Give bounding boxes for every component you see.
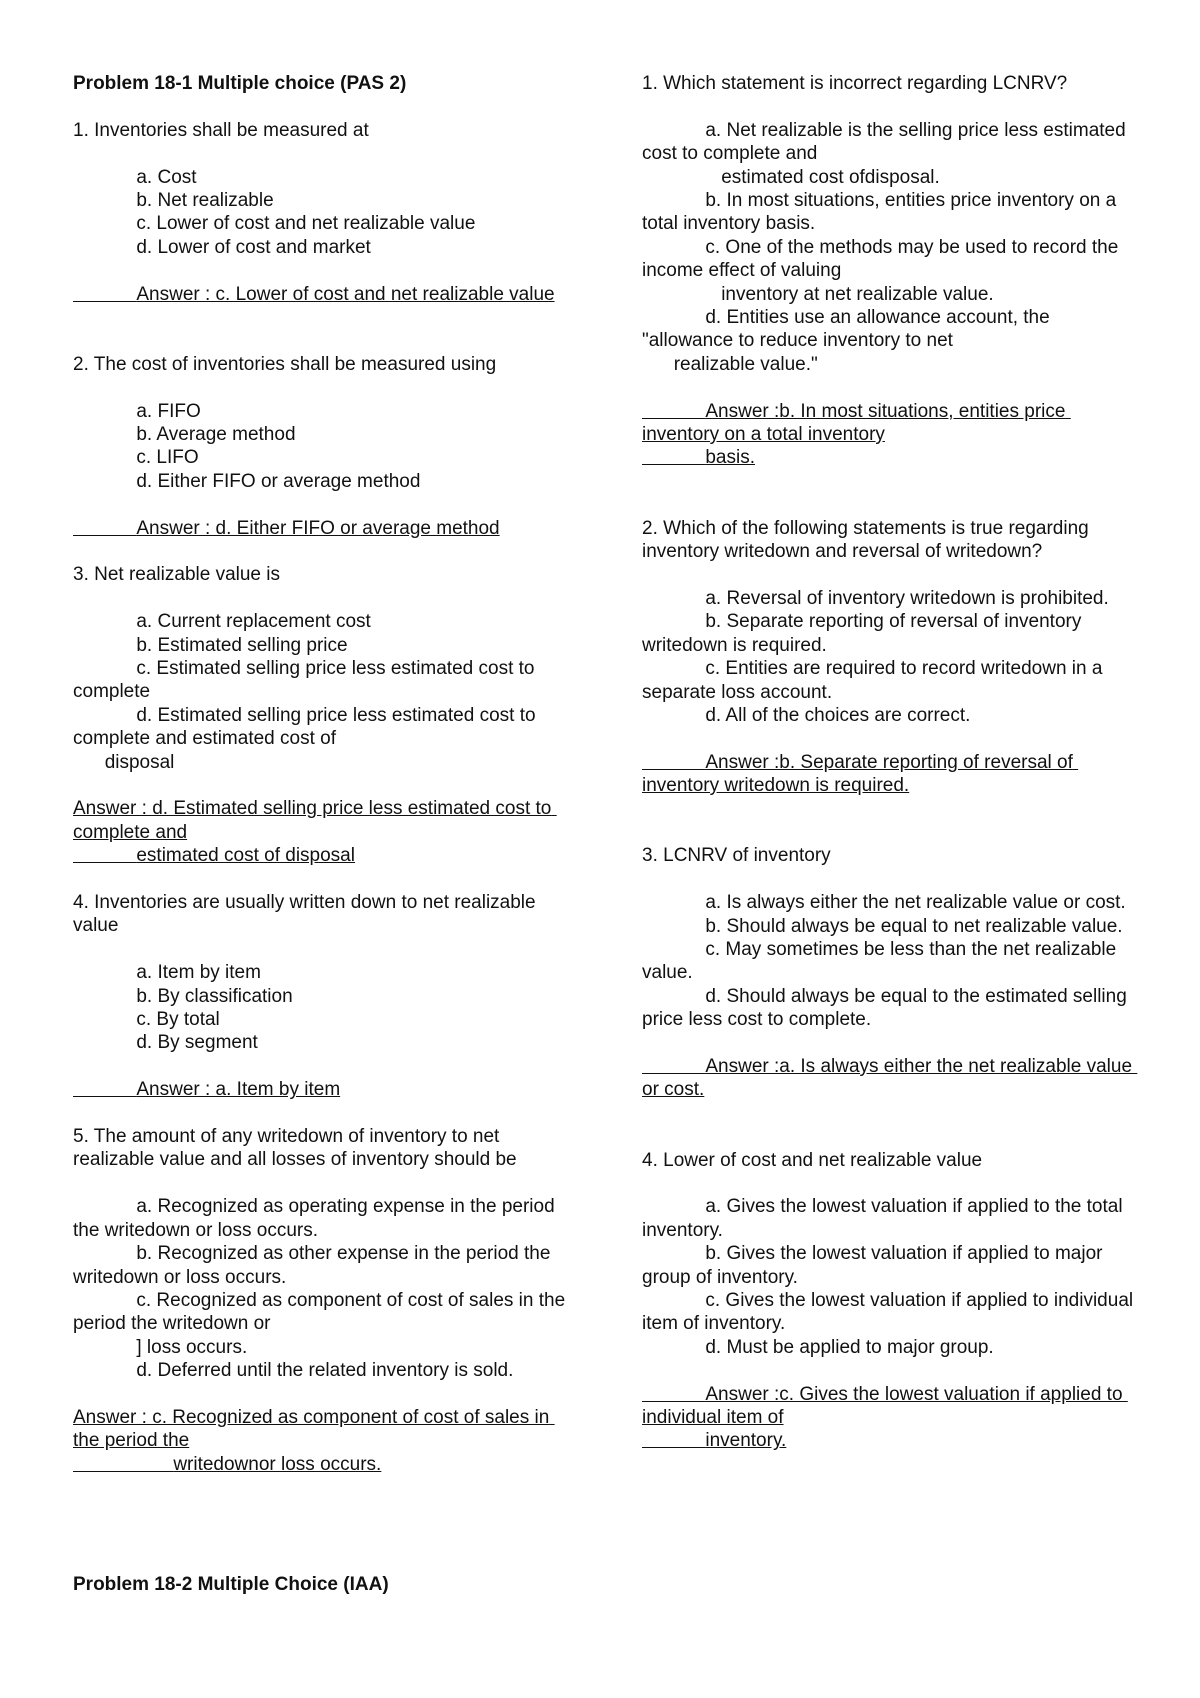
option-c: c. LIFO	[73, 447, 199, 469]
question-text: 1. Which statement is incorrect regarding LCNRV?	[642, 73, 1068, 94]
option-b: b. Gives the lowest valuation if applied to major group of inventory.	[642, 1243, 1108, 1288]
question-block	[642, 517, 1137, 798]
question-text: 4. Inventories are usually written down to net realizable value	[73, 892, 536, 937]
question-text: 3. Net realizable value is	[73, 564, 280, 586]
option-a: a. Recognized as operating expense in the period the writedown or loss occurs.	[73, 1196, 560, 1241]
option-c: c. Recognized as component of cost of sales in the period the writedown or ] loss occurs.	[73, 1289, 566, 1358]
answer-text: Answer : d. Either FIFO or average method	[73, 517, 500, 539]
question-text: 1. Inventories shall be measured at	[73, 119, 369, 141]
right-column	[642, 72, 1137, 1453]
left-column	[73, 72, 578, 1476]
option-d: d. By segment	[73, 1032, 258, 1054]
question-block	[642, 844, 1137, 1101]
answer-text: Answer : c. Lower of cost and net realizable value	[73, 283, 555, 305]
option-d: d. Lower of cost and market	[73, 236, 371, 258]
option-c: c. Entities are required to record writedown in a separate loss account.	[642, 658, 1108, 703]
option-d: d. Should always be equal to the estimated selling price less cost to complete.	[642, 985, 1133, 1031]
answer-text: Answer : a. Item by item	[73, 1079, 341, 1101]
option-a: a. FIFO	[73, 400, 201, 422]
question-block	[73, 891, 578, 1102]
option-c: c. One of the methods may be used to record the income effect of valuing inventory at net realizable value.	[642, 236, 1119, 305]
option-b: b. Estimated selling price	[73, 634, 348, 656]
question-text: 3. LCNRV of inventory	[642, 845, 831, 867]
question-block	[642, 1149, 1137, 1453]
option-a: a. Net realizable is the selling price less estimated cost to complete and estimated cost ofdisposal.	[642, 119, 1126, 188]
option-a: a. Gives the lowest valuation if applied to the total inventory.	[642, 1196, 1128, 1241]
section-title-2: Problem 18-2 Multiple Choice (IAA)	[73, 1574, 389, 1595]
option-d: d. Deferred until the related inventory is sold.	[73, 1360, 514, 1382]
option-a: a. Current replacement cost	[73, 611, 371, 633]
answer-text: Answer : d. Estimated selling price less estimated cost to complete and estimated cost of disposal	[73, 798, 552, 867]
option-b: b. Net realizable	[73, 190, 274, 211]
section-title: Problem 18-1 Multiple choice (PAS 2)	[73, 73, 407, 94]
answer-text: Answer :a. Is always either the net realizable value or cost.	[642, 1055, 1138, 1101]
option-a: a. Is always either the net realizable value or cost.	[642, 892, 1126, 914]
option-d: d. All of the choices are correct.	[642, 704, 971, 726]
option-d: d. Must be applied to major group.	[642, 1336, 994, 1358]
question-text: 2. The cost of inventories shall be measured using	[73, 353, 497, 375]
option-b: b. Should always be equal to net realizable value.	[642, 915, 1123, 937]
option-b: b. By classification	[73, 985, 293, 1007]
option-d: d. Estimated selling price less estimated cost to complete and estimated cost of disposal	[73, 704, 536, 773]
option-c: c. Estimated selling price less estimated cost to complete	[73, 658, 540, 703]
option-d: d. Entities use an allowance account, the "allowance to reduce inventory to net realizable value."	[642, 307, 1050, 375]
question-block	[73, 1125, 578, 1476]
option-b: b. Average method	[73, 424, 296, 446]
question-text: 4. Lower of cost and net realizable value	[642, 1149, 983, 1171]
option-b: b. Separate reporting of reversal of inventory writedown is required.	[642, 611, 1087, 656]
option-c: c. Gives the lowest valuation if applied to individual item of inventory.	[642, 1289, 1139, 1335]
answer-text: Answer :b. In most situations, entities price inventory on a total inventory basis.	[642, 400, 1066, 469]
option-c: c. May sometimes be less than the net realizable value.	[642, 938, 1122, 984]
question-block	[73, 119, 578, 306]
option-c: c. By total	[73, 1009, 220, 1031]
question-block	[73, 353, 578, 540]
question-text: 2. Which of the following statements is true regarding inventory writedown and reversal of writedown?	[642, 517, 1089, 563]
question-block	[73, 563, 578, 867]
option-a: a. Cost	[73, 166, 197, 188]
answer-text: Answer :b. Separate reporting of reversal of inventory writedown is required.	[642, 751, 1079, 797]
option-c: c. Lower of cost and net realizable value	[73, 213, 476, 235]
option-b: b. Recognized as other expense in the period the writedown or loss occurs.	[73, 1243, 556, 1288]
option-a: a. Item by item	[73, 962, 261, 984]
option-b: b. In most situations, entities price inventory on a total inventory basis.	[642, 190, 1122, 235]
option-d: d. Either FIFO or average method	[73, 470, 421, 492]
answer-text: Answer :c. Gives the lowest valuation if applied to individual item of inventory.	[642, 1383, 1123, 1452]
option-a: a. Reversal of inventory writedown is prohibited.	[642, 587, 1109, 609]
question-text: 5. The amount of any writedown of inventory to net realizable value and all losses of inventory should be	[73, 1126, 517, 1171]
answer-text: Answer : c. Recognized as component of cost of sales in the period the writedownor loss occurs.	[73, 1406, 550, 1475]
question-block	[642, 72, 1137, 470]
